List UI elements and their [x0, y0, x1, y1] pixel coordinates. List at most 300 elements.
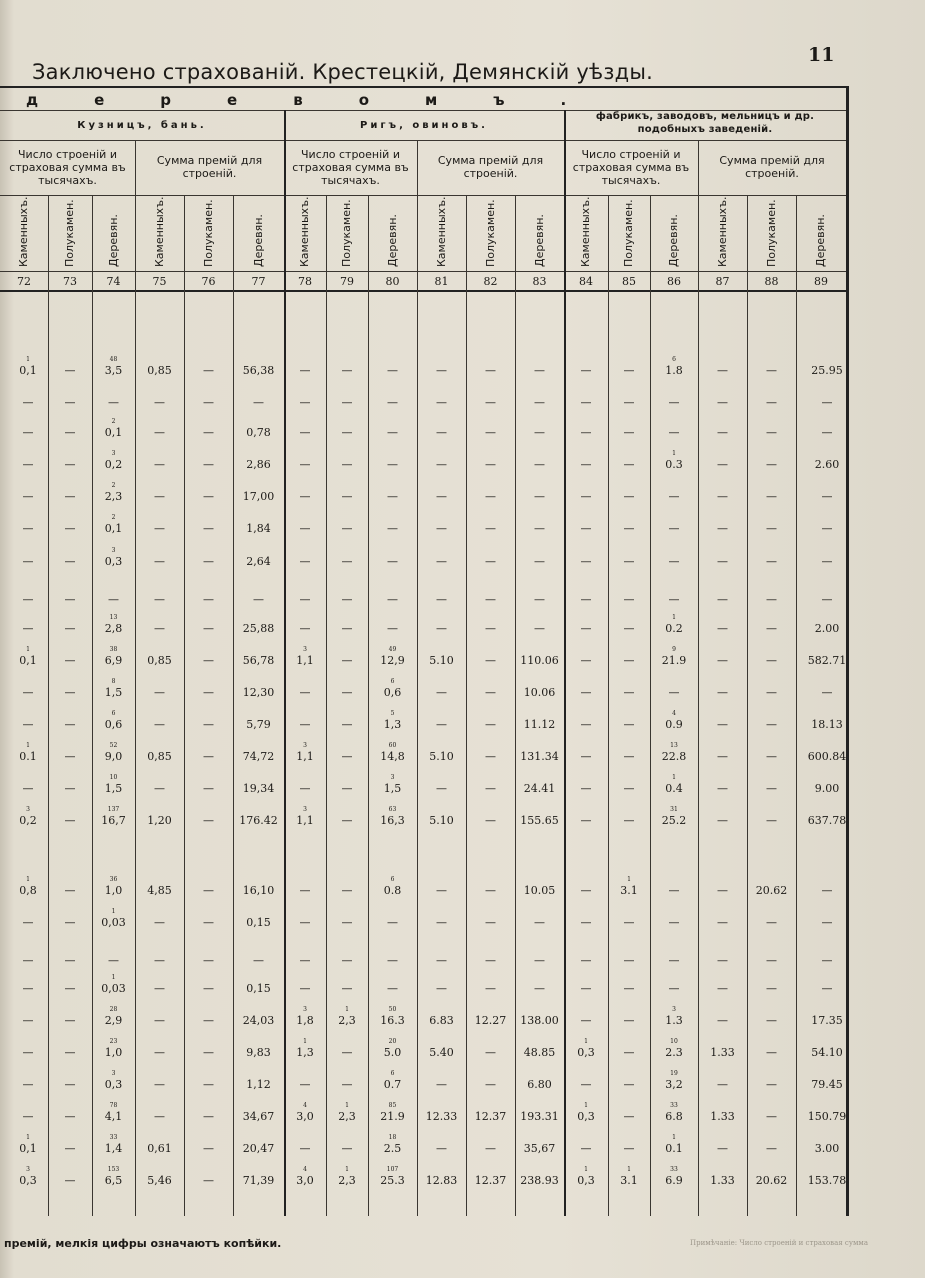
table-cell [624, 426, 635, 439]
cell-value: — [717, 686, 728, 699]
cell-value: 56,38 [242, 364, 275, 377]
cell-value: — [64, 490, 76, 503]
cell-value: — [253, 954, 264, 967]
cell-value: — [203, 782, 214, 795]
cell-value: 0.2 [665, 622, 683, 635]
cell-value: — [22, 1078, 34, 1091]
cell-value: — [766, 814, 777, 827]
cell-value: — [580, 555, 592, 568]
table-cell [203, 622, 214, 635]
column-label: Полукамен. [483, 199, 497, 267]
table-cell [766, 364, 777, 377]
cell-value: — [299, 782, 311, 795]
column-label: Каменныхъ. [298, 196, 311, 267]
table-cell [766, 686, 777, 699]
cell-value: — [64, 1078, 76, 1091]
cell-value: — [22, 686, 34, 699]
column-rule [368, 195, 369, 1216]
table-cell [436, 884, 447, 897]
cell-count: 52 [109, 742, 118, 749]
table-cell [766, 458, 777, 471]
cell-count: 8 [111, 678, 116, 685]
table-cell [662, 807, 687, 827]
cell-value: — [623, 1142, 635, 1155]
table-cell [581, 1142, 592, 1155]
table-cell [822, 884, 833, 897]
cell-count: 2 [111, 514, 116, 521]
cell-value: — [299, 686, 311, 699]
table-cell [436, 622, 447, 635]
cell-value: — [717, 490, 728, 503]
cell-value: — [668, 490, 680, 503]
column-rule [796, 195, 797, 1216]
cell-value: — [203, 458, 214, 471]
cell-value: — [299, 1078, 311, 1091]
table-cell [23, 458, 34, 471]
table-cell [154, 1014, 165, 1027]
cell-value: — [203, 1142, 214, 1155]
table-cell [436, 1142, 447, 1155]
cell-count: 6 [390, 876, 395, 883]
column-number: 84 [579, 275, 593, 288]
table-cell [65, 622, 76, 635]
cell-value: 582.71 [807, 654, 847, 667]
table-cell [485, 426, 496, 439]
cell-value: — [580, 396, 592, 409]
cell-value: — [821, 884, 833, 897]
cell-value: — [341, 364, 353, 377]
cell-value: 17,00 [242, 490, 275, 503]
cell-value: 3.1 [620, 884, 638, 897]
table-cell [485, 686, 496, 699]
table-cell [766, 782, 777, 795]
table-cell [426, 1110, 458, 1123]
column-number: 79 [340, 275, 354, 288]
table-cell [384, 679, 402, 699]
cell-count: 48 [109, 356, 118, 363]
cell-value: 1,5 [104, 782, 123, 795]
table-cell [105, 1167, 123, 1187]
cell-value: — [623, 396, 635, 409]
cell-count: 3 [672, 1006, 676, 1013]
cell-value: — [253, 593, 264, 606]
table-cell [19, 1167, 37, 1187]
column-rule [650, 195, 651, 1216]
cell-count: 3 [111, 450, 116, 457]
cell-value: — [766, 364, 777, 377]
table-cell [203, 1078, 214, 1091]
cell-value: — [154, 396, 165, 409]
cell-value: — [485, 750, 496, 763]
table-cell [387, 458, 398, 471]
cell-value: — [203, 686, 214, 699]
table-cell [811, 1078, 843, 1091]
cell-value: — [341, 555, 353, 568]
cell-value: — [485, 522, 496, 535]
table-cell [665, 1135, 683, 1155]
cell-count: 3 [111, 547, 116, 554]
column-rule [515, 195, 516, 1216]
cell-value: — [766, 622, 777, 635]
table-cell [436, 593, 447, 606]
cell-value: — [203, 916, 214, 929]
table-cell [717, 522, 728, 535]
table-cell [436, 718, 447, 731]
table-cell [766, 954, 777, 967]
table-cell [766, 1110, 777, 1123]
cell-value: 79.45 [811, 1078, 843, 1091]
table-cell [577, 1103, 595, 1123]
table-cell [105, 775, 123, 795]
table-cell [65, 654, 76, 667]
table-cell [766, 814, 777, 827]
cell-value: — [64, 555, 76, 568]
table-cell [147, 814, 172, 827]
table-cell [624, 522, 635, 535]
table-cell [23, 718, 34, 731]
table-cell [203, 654, 214, 667]
table-cell [203, 593, 214, 606]
table-cell [624, 1078, 635, 1091]
cell-value: — [668, 426, 680, 439]
table-cell [23, 686, 34, 699]
table-cell [665, 1103, 683, 1123]
table-cell [23, 916, 34, 929]
table-cell [203, 1174, 214, 1187]
table-cell [300, 982, 311, 995]
table-cell [300, 593, 311, 606]
cell-value: — [22, 555, 34, 568]
table-cell [665, 1071, 683, 1091]
table-cell [665, 711, 683, 731]
table-cell [154, 622, 165, 635]
table-cell [620, 877, 638, 897]
cell-value: — [387, 426, 398, 439]
cell-value: — [580, 782, 592, 795]
cell-value: — [485, 814, 496, 827]
cell-value: 0,78 [246, 426, 271, 439]
cell-value: 0,3 [104, 1078, 123, 1091]
table-cell [581, 522, 592, 535]
cell-value: — [387, 555, 398, 568]
table-cell [203, 1142, 214, 1155]
table-cell [717, 814, 728, 827]
cell-value: — [341, 426, 353, 439]
cell-value: — [299, 916, 311, 929]
table-cell [342, 458, 353, 471]
table-cell [808, 814, 847, 827]
table-cell [669, 396, 680, 409]
table-cell [485, 916, 496, 929]
cell-value: — [22, 1014, 34, 1027]
cell-value: — [64, 426, 76, 439]
cell-value: — [717, 1142, 728, 1155]
table-cell [384, 877, 402, 897]
cell-count: 3 [303, 1006, 307, 1013]
cell-value: — [485, 654, 496, 667]
table-cell [766, 1142, 777, 1155]
cell-value: 4,85 [147, 884, 172, 897]
table-cell [766, 750, 777, 763]
table-cell [485, 782, 496, 795]
cell-value: 21.9 [380, 1110, 405, 1123]
cell-count: 1 [672, 1134, 676, 1141]
table-cell [624, 782, 635, 795]
cell-value: — [623, 593, 635, 606]
cell-count: 3 [303, 806, 307, 813]
table-cell [581, 954, 592, 967]
table-cell [485, 884, 496, 897]
table-cell [108, 954, 119, 967]
cell-value: 54.10 [811, 1046, 843, 1059]
table-cell [387, 364, 398, 377]
table-cell [808, 750, 847, 763]
cell-value: — [154, 622, 165, 635]
table-cell [23, 1046, 34, 1059]
table-cell [669, 555, 680, 568]
cell-value: — [22, 490, 34, 503]
column-rule [698, 140, 699, 1216]
table-cell [147, 750, 172, 763]
table-cell [710, 1110, 735, 1123]
table-cell [243, 1110, 275, 1123]
table-cell [387, 490, 398, 503]
cell-value: — [64, 396, 76, 409]
table-cell [342, 884, 353, 897]
cell-value: 56,78 [242, 654, 275, 667]
table-cell [380, 1007, 405, 1027]
table-cell [665, 357, 683, 377]
cell-value: — [299, 426, 311, 439]
cell-value: — [580, 364, 592, 377]
table-cell [581, 1078, 592, 1091]
cell-value: 16,3 [380, 814, 405, 827]
cell-value: 6,5 [104, 1174, 123, 1187]
table-cell [342, 654, 353, 667]
cell-value: — [668, 916, 680, 929]
table-cell [436, 364, 447, 377]
cell-value: — [668, 982, 680, 995]
table-cell [624, 555, 635, 568]
column-label: Каменныхъ. [434, 196, 448, 267]
table-cell [429, 814, 454, 827]
cell-value: — [387, 982, 398, 995]
table-cell [815, 458, 840, 471]
cell-value: — [64, 654, 76, 667]
table-cell [717, 916, 728, 929]
table-cell [436, 458, 447, 471]
table-cell [105, 1103, 123, 1123]
table-cell [203, 396, 214, 409]
table-cell [387, 954, 398, 967]
table-cell [475, 1014, 507, 1027]
column-label: Каменныхъ. [715, 196, 729, 267]
table-cell [203, 555, 214, 568]
table-cell [23, 522, 34, 535]
table-cell [246, 982, 271, 995]
table-cell [203, 458, 214, 471]
cell-value: 25,88 [242, 622, 275, 635]
table-cell [520, 654, 559, 667]
cell-value: 16.3 [380, 1014, 405, 1027]
column-rule [417, 140, 418, 1216]
table-cell [822, 916, 833, 929]
table-cell [426, 1174, 458, 1187]
table-cell [485, 490, 496, 503]
column-label: Деревян. [814, 214, 827, 267]
cell-value: 3.1 [620, 1174, 638, 1187]
table-cell [624, 1142, 635, 1155]
cell-value: 1.33 [710, 1174, 735, 1187]
cell-count: 31 [670, 806, 678, 813]
cell-value: 5.40 [429, 1046, 454, 1059]
table-cell [147, 1142, 172, 1155]
cell-value: 0,61 [147, 1142, 172, 1155]
cell-value: — [154, 686, 165, 699]
table-cell [624, 916, 635, 929]
cell-value: — [341, 982, 353, 995]
table-cell [475, 1174, 507, 1187]
table-cell [581, 622, 592, 635]
cell-value: — [485, 782, 496, 795]
table-cell [717, 364, 728, 377]
table-cell [105, 357, 123, 377]
cell-value: 25.3 [380, 1174, 405, 1187]
cell-value: — [580, 954, 592, 967]
cell-value: 3.00 [814, 1142, 840, 1155]
cell-value: — [623, 954, 635, 967]
table-cell [300, 622, 311, 635]
cell-value: — [580, 654, 592, 667]
table-cell [154, 982, 165, 995]
table-cell [384, 711, 402, 731]
cell-value: — [485, 884, 496, 897]
cell-value: — [766, 1142, 777, 1155]
cell-value: — [64, 522, 76, 535]
column-number: 82 [483, 275, 498, 288]
cell-value: — [766, 916, 777, 929]
table-cell [246, 718, 271, 731]
cell-value: 131.34 [520, 750, 559, 763]
cell-value: 1,5 [104, 686, 123, 699]
table-cell [485, 750, 496, 763]
column-number: 88 [764, 275, 779, 288]
table-cell [822, 982, 833, 995]
cell-count: 6 [111, 710, 116, 717]
cell-value: — [22, 718, 34, 731]
cell-count: 13 [670, 742, 678, 749]
cell-value: — [64, 364, 76, 377]
cell-value: — [203, 954, 214, 967]
cell-count: 1 [584, 1038, 588, 1045]
table-cell [766, 654, 777, 667]
cell-count: 63 [388, 806, 397, 813]
cell-value: — [485, 622, 496, 635]
cell-value: — [64, 954, 76, 967]
table-cell [581, 916, 592, 929]
cell-value: — [341, 884, 353, 897]
cell-value: — [766, 782, 777, 795]
table-cell [19, 647, 37, 667]
cell-value: — [64, 458, 76, 471]
table-cell [766, 555, 777, 568]
cell-value: — [717, 396, 728, 409]
cell-value: — [580, 426, 592, 439]
cell-value: — [436, 954, 447, 967]
cell-value: — [387, 954, 398, 967]
table-cell [65, 916, 76, 929]
table-cell [436, 686, 447, 699]
cell-value: 16,10 [242, 884, 275, 897]
cell-value: 0,15 [246, 982, 271, 995]
table-cell [822, 396, 833, 409]
cell-value: — [766, 522, 777, 535]
table-cell [300, 1078, 311, 1091]
cell-value: — [485, 1046, 496, 1059]
cell-value: — [341, 396, 353, 409]
subgroup-header: Сумма премій для строеній. [156, 154, 263, 180]
cell-value: 1,5 [383, 782, 402, 795]
cell-value: — [717, 954, 728, 967]
cell-value: 0,1 [19, 364, 37, 377]
table-cell [300, 686, 311, 699]
cell-value: — [623, 1110, 635, 1123]
table-cell [766, 522, 777, 535]
table-cell [203, 522, 214, 535]
table-cell [154, 718, 165, 731]
cell-value: — [387, 364, 398, 377]
cell-value: — [22, 622, 34, 635]
table-rule [0, 290, 846, 292]
table-cell [65, 1078, 76, 1091]
cell-count: 19 [670, 1070, 678, 1077]
cell-value: — [436, 686, 447, 699]
column-label: Полукамен. [63, 199, 76, 267]
cell-value: — [580, 718, 592, 731]
table-cell [296, 1103, 314, 1123]
cell-count: 1 [111, 908, 116, 915]
table-cell [105, 548, 123, 568]
table-cell [581, 555, 592, 568]
table-cell [105, 515, 123, 535]
cell-value: — [668, 555, 680, 568]
cell-value: — [580, 686, 592, 699]
column-label: Каменныхъ. [152, 196, 166, 267]
cell-value: — [203, 426, 214, 439]
table-cell [154, 1046, 165, 1059]
table-cell [300, 916, 311, 929]
cell-value: — [623, 426, 635, 439]
cell-value: — [22, 782, 34, 795]
cell-value: — [580, 982, 592, 995]
table-cell [300, 364, 311, 377]
table-cell [380, 647, 405, 667]
table-cell [534, 490, 545, 503]
cell-value: 0,85 [147, 750, 172, 763]
table-cell [23, 622, 34, 635]
cell-value: 3,5 [104, 364, 123, 377]
cell-value: — [436, 426, 447, 439]
table-cell [717, 954, 728, 967]
cell-value: 3,0 [296, 1174, 314, 1187]
table-cell [342, 782, 353, 795]
table-cell [342, 555, 353, 568]
cell-value: 5.0 [383, 1046, 402, 1059]
table-cell [65, 426, 76, 439]
cell-count: 3 [111, 1070, 116, 1077]
cell-value: 11.12 [523, 718, 556, 731]
cell-value: 48.85 [523, 1046, 556, 1059]
